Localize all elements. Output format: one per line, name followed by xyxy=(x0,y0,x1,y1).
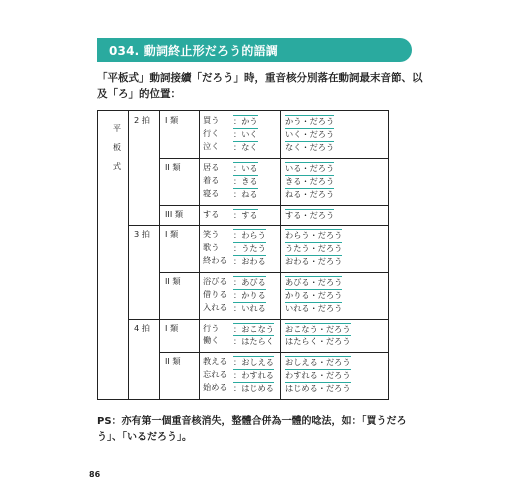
verb-kanji: 買う xyxy=(203,115,220,125)
type-label-char-2: 板 xyxy=(112,142,122,152)
accent-table xyxy=(97,110,389,400)
beat-divider xyxy=(128,319,388,320)
verb-reading: ：する xyxy=(233,209,258,220)
verb-kanji: 終わる xyxy=(203,254,228,265)
verb-reading: ：わすれる xyxy=(233,370,274,381)
type-label xyxy=(111,119,123,176)
type-label-char-1: 平 xyxy=(112,123,122,133)
divider-class-column xyxy=(159,319,160,352)
verb-kanji: 居る xyxy=(203,161,220,172)
verb-kanji: 行う xyxy=(203,322,220,333)
intro-paragraph: 「平板式」動詞接續「だろう」時，重音核分別落在動詞最末音節、以及「ろ」的位置： xyxy=(97,72,423,100)
divider-verbs-column xyxy=(199,158,200,205)
divider-class-column xyxy=(159,352,160,399)
darou-form: いれる・だろう xyxy=(285,302,343,313)
divider-forms-column xyxy=(280,205,281,225)
verb-reading: ：いる xyxy=(233,162,258,173)
beat-label: 4 拍 xyxy=(134,322,150,333)
class-label: I 類 xyxy=(165,322,179,333)
divider-forms-column xyxy=(280,158,281,205)
darou-form: かう・だろう xyxy=(285,116,335,126)
divider-verbs-column xyxy=(199,111,200,158)
divider-type-column xyxy=(128,111,129,399)
darou-form: あびる・だろう xyxy=(285,276,343,287)
verb-kanji: 寝る xyxy=(203,187,220,198)
class-divider xyxy=(159,272,388,273)
darou-form: する・だろう xyxy=(285,209,335,220)
darou-form: うたう・だろう xyxy=(285,242,343,253)
verb-reading: ：おしえる xyxy=(233,357,274,368)
page-number: 86 xyxy=(89,470,101,479)
verb-kanji: 行く xyxy=(203,127,220,138)
section-title-banner xyxy=(97,38,412,62)
verb-kanji: 働く xyxy=(203,335,220,346)
darou-form: いる・だろう xyxy=(285,162,335,173)
darou-form: ねる・だろう xyxy=(285,188,335,199)
darou-form: きる・だろう xyxy=(285,175,335,186)
beat-label: 2 拍 xyxy=(134,115,150,125)
class-divider xyxy=(159,158,388,159)
verb-reading: ：いれる xyxy=(233,302,266,313)
divider-forms-column xyxy=(280,225,281,272)
verb-reading: ：なく xyxy=(233,141,258,152)
divider-class-column xyxy=(159,158,160,205)
divider-forms-column xyxy=(280,319,281,352)
darou-form: いく・だろう xyxy=(285,128,335,139)
verb-reading: ：うたう xyxy=(233,242,266,253)
divider-verbs-column xyxy=(199,272,200,319)
verb-reading: ：おこなう xyxy=(233,323,274,334)
verb-reading: ：わらう xyxy=(233,229,266,240)
darou-form: なく・だろう xyxy=(285,141,335,152)
darou-form: かりる・だろう xyxy=(285,289,343,300)
class-label: II 類 xyxy=(165,356,181,367)
verb-reading: ：あびる xyxy=(233,276,266,287)
beat-label: 3 拍 xyxy=(134,228,150,239)
class-label: II 類 xyxy=(165,275,181,286)
verb-kanji: する xyxy=(203,208,220,219)
verb-reading: ：はじめる xyxy=(233,383,274,394)
divider-verbs-column xyxy=(199,205,200,225)
verb-kanji: 忘れる xyxy=(203,369,228,380)
darou-form: おわる・だろう xyxy=(285,255,343,266)
type-label-char-3: 式 xyxy=(112,161,122,171)
verb-kanji: 歌う xyxy=(203,241,220,252)
darou-form: わらう・だろう xyxy=(285,229,343,240)
divider-verbs-column xyxy=(199,225,200,272)
verb-kanji: 入れる xyxy=(203,301,228,312)
verb-reading: ：はたらく xyxy=(233,336,274,347)
verb-kanji: 浴びる xyxy=(203,275,228,286)
verb-reading: ：かう xyxy=(233,116,258,126)
darou-form: わすれる・だろう xyxy=(285,370,351,381)
divider-forms-column xyxy=(280,272,281,319)
class-divider xyxy=(159,352,388,353)
divider-class-column xyxy=(159,225,160,272)
divider-class-column xyxy=(159,272,160,319)
verb-reading: ：かりる xyxy=(233,289,266,300)
divider-verbs-column xyxy=(199,352,200,399)
verb-kanji: 始める xyxy=(203,382,228,393)
verb-kanji: 泣く xyxy=(203,140,220,151)
darou-form: はじめる・だろう xyxy=(285,383,351,394)
beat-divider xyxy=(128,225,388,226)
section-title: 034. 動詞終止形だろう的語調 xyxy=(109,43,278,58)
verb-reading: ：きる xyxy=(233,175,258,186)
ps-note: PS：亦有第一個重音核消失，整體合併為一體的唸法，如：「買うだろう」、「いるだろう」。 xyxy=(97,416,407,443)
verb-reading: ：おわる xyxy=(233,255,266,266)
verb-reading: ：ねる xyxy=(233,188,258,199)
class-label: III 類 xyxy=(165,208,184,219)
class-label: I 類 xyxy=(165,115,179,125)
divider-class-column xyxy=(159,111,160,158)
verb-kanji: 教える xyxy=(203,356,228,367)
divider-forms-column xyxy=(280,111,281,158)
class-label: I 類 xyxy=(165,228,179,239)
darou-form: おこなう・だろう xyxy=(285,323,351,334)
verb-kanji: 借りる xyxy=(203,288,228,299)
divider-class-column xyxy=(159,205,160,225)
divider-forms-column xyxy=(280,352,281,399)
darou-form: はたらく・だろう xyxy=(285,336,351,347)
verb-kanji: 着る xyxy=(203,174,220,185)
class-divider xyxy=(159,205,388,206)
divider-verbs-column xyxy=(199,319,200,352)
class-label: II 類 xyxy=(165,161,181,172)
darou-form: おしえる・だろう xyxy=(285,357,351,368)
verb-kanji: 笑う xyxy=(203,228,220,239)
verb-reading: ：いく xyxy=(233,128,258,139)
